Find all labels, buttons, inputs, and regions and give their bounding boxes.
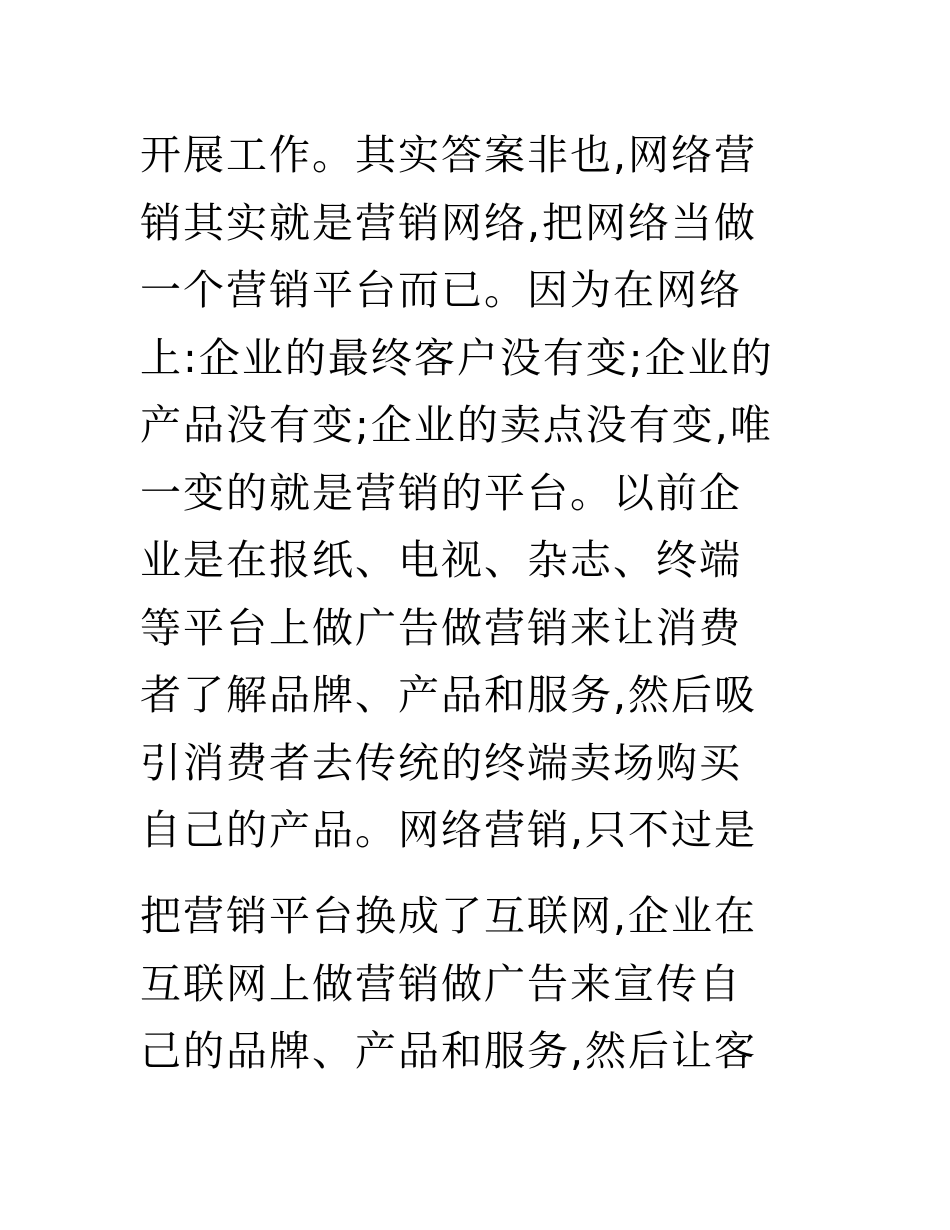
text-line: 开展工作。其实答案非也,网络营 [140,131,758,179]
text-line: 己的品牌、产品和服务,然后让客 [140,1027,758,1075]
text-line: 产品没有变;企业的卖点没有变,唯 [140,401,773,449]
text-line: 上:企业的最终客户没有变;企业的 [140,333,774,382]
text-line: 一个营销平台而已。因为在网络 [140,266,742,314]
text-line: 引消费者去传统的终端卖场购买 [140,738,742,787]
text-line: 销其实就是营销网络,把网络当做 [140,198,758,247]
text-line: 业是在报纸、电视、杂志、终端 [140,536,742,584]
text-line: 自己的产品。网络营销,只不过是 [140,806,758,854]
text-line: 等平台上做广告做营销来让消费 [140,603,742,652]
body-text [140,128,820,1092]
text-line: 一变的就是营销的平台。以前企 [140,468,742,517]
text-line: 互联网上做营销做广告来宣传自 [140,959,742,1008]
text-line: 者了解品牌、产品和服务,然后吸 [140,671,758,719]
text-line: 把营销平台换成了互联网,企业在 [140,892,758,940]
